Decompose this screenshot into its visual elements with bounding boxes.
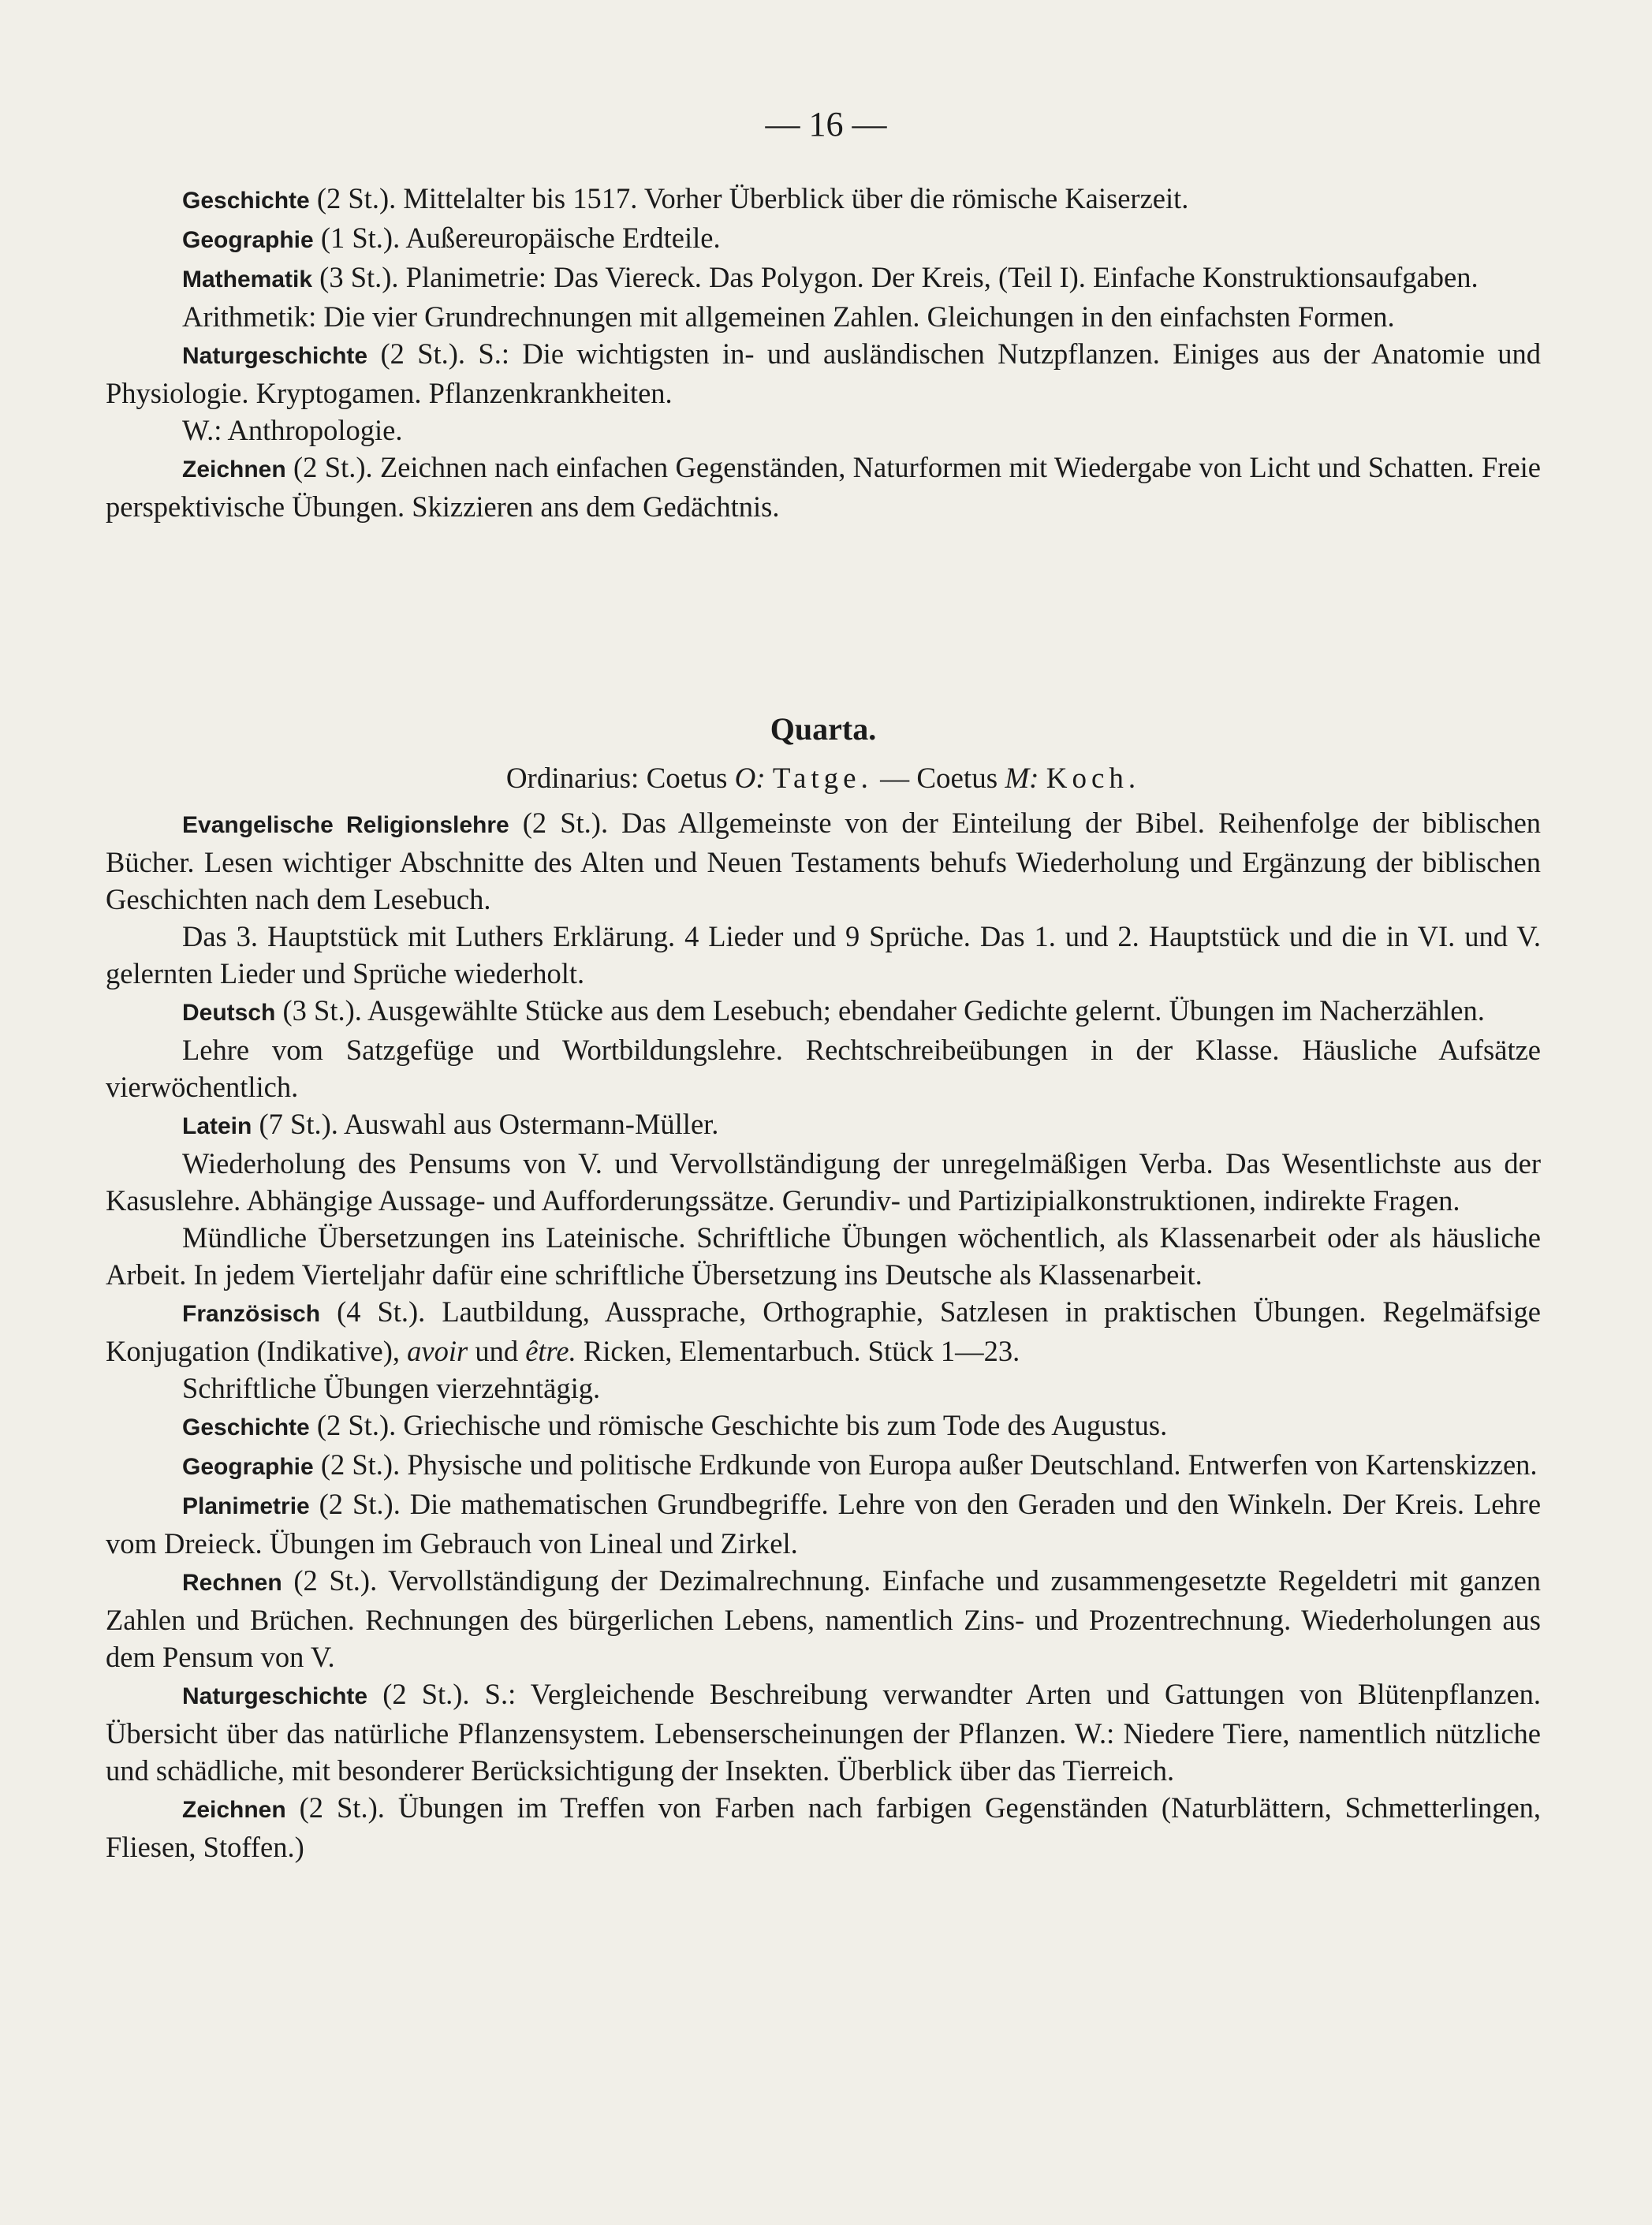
subject-label: Zeichnen: [182, 457, 286, 483]
entry-naturgeschichte-winter: W.: Anthropologie.: [182, 414, 403, 446]
entry-geschichte-quarta: Geschichte (2 St.). Griechische und römische Geschichte bis zum Tode des Augustus.: [182, 1409, 1168, 1441]
entry-mathematik: Mathematik (3 St.). Planimetrie: Das Viereck. Das Polygon. Der Kreis, (Teil I). Einfache Konstruktionsaufgaben.: [182, 261, 1479, 293]
entry-religionslehre-cont: Das 3. Hauptstück mit Luthers Erklärung. 4 Lieder und 9 Sprüche. Das 1. und 2. Hauptstück und die in VI. und V. gelernten Lieder und Sprüche wiederholt.: [106, 920, 1541, 990]
subject-label: Geographie: [182, 1454, 314, 1480]
subject-label: Geschichte: [182, 1414, 310, 1440]
entry-franzoesisch: Französisch (4 St.). Lautbildung, Aussprache, Orthographie, Satzlesen in praktischen Übungen. Regelmäfsige Konjugation (Indikative), avoir und être. Ricken, Elementarbuch. Stück 1—23.: [106, 1295, 1542, 1367]
subject-label: Evangelische Religionslehre: [182, 812, 509, 838]
entry-geographie: Geographie (1 St.). Außereuropäische Erdteile.: [182, 222, 721, 254]
subject-label: Naturgeschichte: [182, 1683, 368, 1709]
entry-latein-cont-2: Mündliche Übersetzungen ins Lateinische. Schriftliche Übungen wöchentlich, als Klassenarbeit oder als häusliche Arbeit. In jedem Vierteljahr dafür eine schriftliche Übersetzung ins Deutsche als Klassenarbeit.: [106, 1221, 1541, 1291]
ordinarius-line: Ordinarius: Coetus O: Tatge. — Coetus M: Koch.: [505, 762, 1141, 795]
entry-zeichnen-quarta: Zeichnen (2 St.). Übungen im Treffen von Farben nach farbigen Gegenständen (Naturblättern, Schmetterlingen, Fliesen, Stoffen.): [106, 1791, 1542, 1863]
entry-religionslehre: Evangelische Religionslehre (2 St.). Das Allgemeinste von der Einteilung der Bibel. Reihenfolge der biblischen Bücher. Lesen wichtiger Abschnitte des Alten und Neuen Testaments behufs Wiederholung und Ergänzung der biblischen Geschichten nach dem Lesebuch.: [106, 807, 1542, 915]
entry-rechnen: Rechnen (2 St.). Vervollständigung der Dezimalrechnung. Einfache und zusammengesetzte Regeldetri mit ganzen Zahlen und Brüchen. Rechnungen des bürgerlichen Lebens, namentlich Zins- und Prozentrechnung. Wiederholungen aus dem Pensum von V.: [106, 1564, 1542, 1673]
subject-label: Naturgeschichte: [182, 343, 368, 369]
entry-deutsch-cont: Lehre vom Satzgefüge und Wortbildungslehre. Rechtschreibeübungen in der Klasse. Häusliche Aufsätze vierwöchentlich.: [106, 1034, 1541, 1103]
entry-planimetrie: Planimetrie (2 St.). Die mathematischen Grundbegriffe. Lehre von den Geraden und den Winkeln. Der Kreis. Lehre vom Dreieck. Übungen im Gebrauch von Lineal und Zirkel.: [106, 1488, 1542, 1560]
entry-naturgeschichte-quarta: Naturgeschichte (2 St.). S.: Vergleichende Beschreibung verwandter Arten und Gattungen von Blütenpflanzen. Übersicht über das natürliche Pflanzensystem. Lebenserscheinungen der Pflanzen. W.: Niedere Tiere, namentlich nützliche und schädliche, mit besonderer Berücksichtigung der Insekten. Überblick über das Tierreich.: [106, 1678, 1542, 1787]
entry-geschichte: Geschichte (2 St.). Mittelalter bis 1517. Vorher Überblick über die römische Kaiserzeit.: [182, 182, 1189, 214]
subject-label: Zeichnen: [182, 1797, 286, 1823]
entry-latein: Latein (7 St.). Auswahl aus Ostermann-Müller.: [182, 1108, 719, 1140]
subject-label: Planimetrie: [182, 1493, 310, 1519]
entry-latein-cont: Wiederholung des Pensums von V. und Vervollständigung der unregelmäßigen Verba. Das Wesentlichste aus der Kasuslehre. Abhängige Aussage- und Aufforderungssätze. Gerundiv- und Partizipialkonstruktionen, indirekte Fragen.: [106, 1147, 1541, 1217]
entry-geographie-quarta: Geographie (2 St.). Physische und politische Erdkunde von Europa außer Deutschland. Entwerfen von Kartenskizzen.: [182, 1448, 1538, 1481]
page-number: — 16 —: [765, 105, 887, 143]
subject-label: Französisch: [182, 1301, 321, 1327]
section-title: Quarta.: [770, 711, 877, 747]
entry-deutsch: Deutsch (3 St.). Ausgewählte Stücke aus dem Lesebuch; ebendaher Gedichte gelernt. Übungen im Nacherzählen.: [182, 994, 1485, 1027]
subject-label: Geographie: [182, 227, 314, 253]
entry-arithmetik: Arithmetik: Die vier Grundrechnungen mit allgemeinen Zahlen. Gleichungen in den einfachsten Formen.: [182, 300, 1395, 333]
entry-naturgeschichte: Naturgeschichte (2 St.). S.: Die wichtigsten in- und ausländischen Nutzpflanzen. Einiges aus der Anatomie und Physiologie. Kryptogamen. Pflanzenkrankheiten.: [106, 337, 1542, 409]
subject-label: Mathematik: [182, 266, 313, 293]
subject-label: Deutsch: [182, 1000, 276, 1026]
entry-zeichnen: Zeichnen (2 St.). Zeichnen nach einfachen Gegenständen, Naturformen mit Wiedergabe von Licht und Schatten. Freie perspektivische Übungen. Skizzieren ans dem Gedächtnis.: [106, 451, 1541, 523]
previous-class-curriculum: [106, 180, 1541, 525]
subject-label: Geschichte: [182, 188, 310, 214]
quarta-section: [106, 710, 1541, 1865]
subject-label: Rechnen: [182, 1570, 282, 1596]
subject-label: Latein: [182, 1113, 252, 1139]
entry-franzoesisch-cont: Schriftliche Übungen vierzehntägig.: [182, 1372, 601, 1404]
